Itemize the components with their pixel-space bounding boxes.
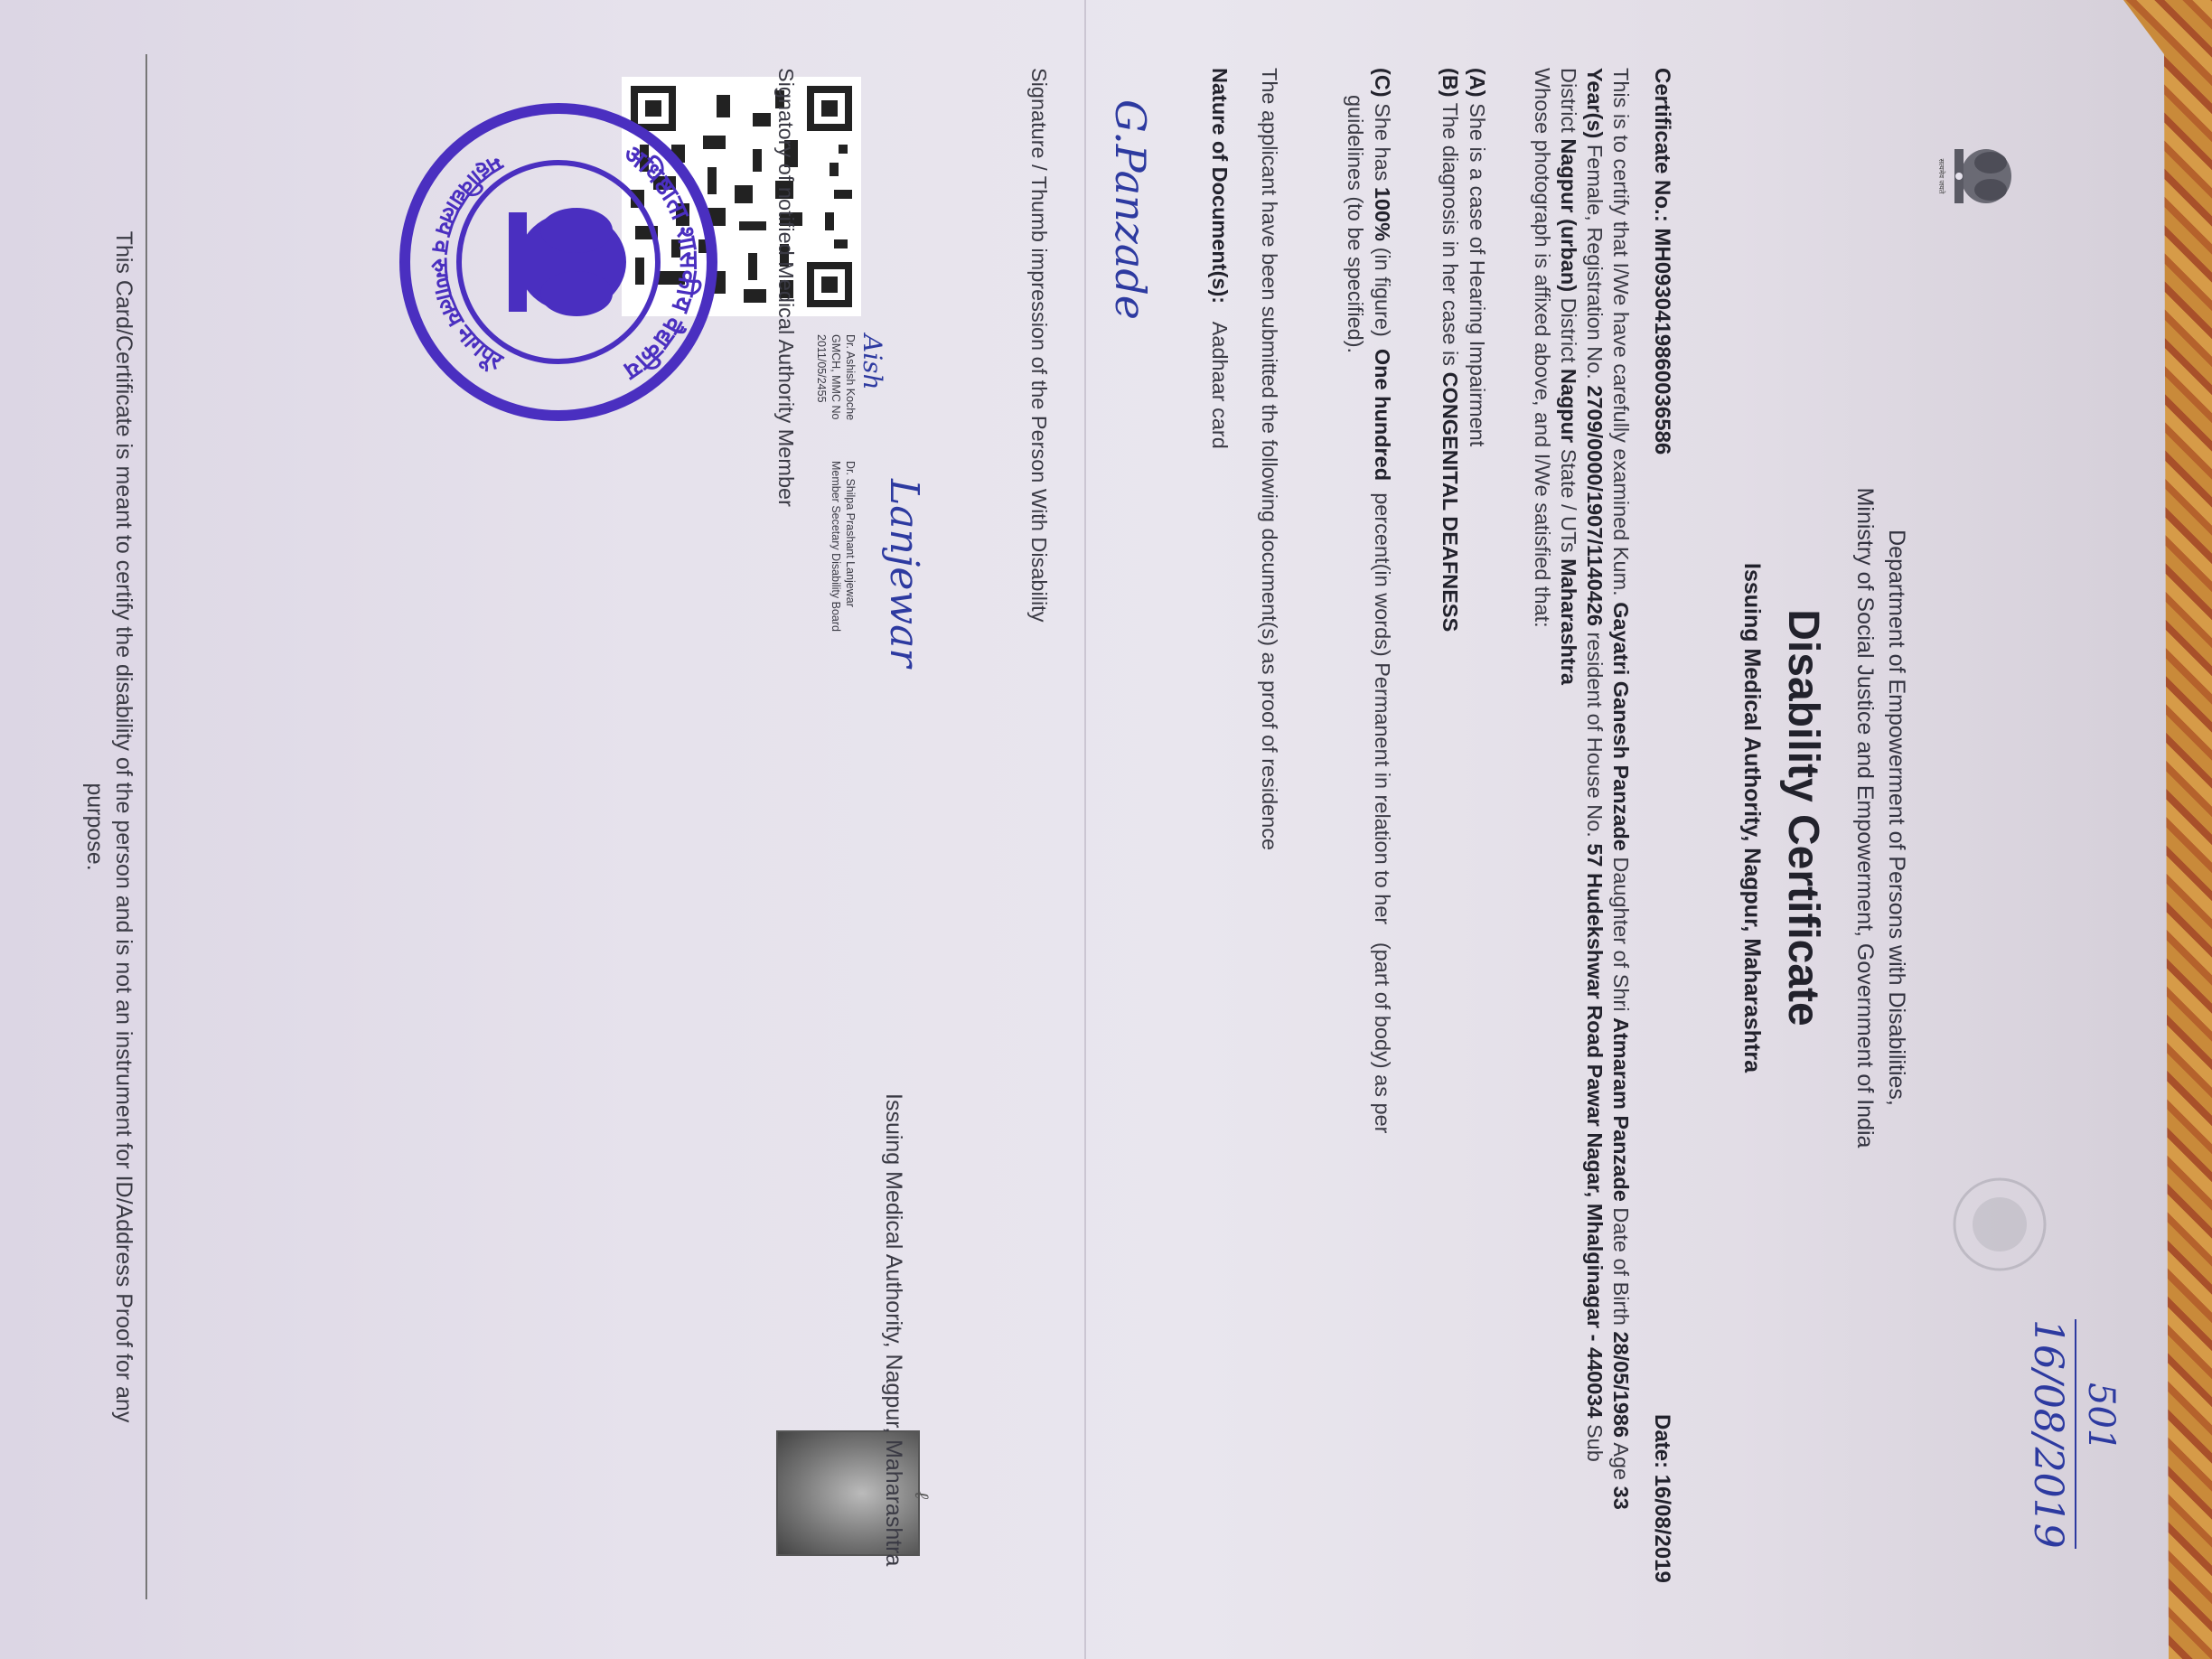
national-emblem-icon bbox=[1932, 127, 2022, 226]
issuing-authority-footer: Issuing Medical Authority, Nagpur, Maharashtra bbox=[881, 1093, 906, 1567]
member1-detail2: 2011/05/2455 bbox=[815, 334, 828, 403]
nature-value: Aadhaar card bbox=[1208, 321, 1232, 449]
department-line-2: Ministry of Social Justice and Empowerment, Government of India bbox=[1852, 487, 1878, 1148]
diagnosis-value: CONGENITAL DEAFNESS bbox=[1439, 371, 1462, 633]
member1-signature: Aish bbox=[858, 334, 887, 390]
member2-detail: Member Secetary Disability Board bbox=[830, 461, 842, 632]
age-label: Age bbox=[1609, 1442, 1633, 1481]
item-c bbox=[1370, 68, 1394, 1133]
certificate-number-row bbox=[1649, 68, 1674, 455]
disability-percent: 100% bbox=[1371, 186, 1394, 242]
item-b bbox=[1438, 68, 1462, 632]
registration-number: 2709/0000/1907/1140426 bbox=[1583, 385, 1607, 626]
certification-paragraph bbox=[1529, 68, 1634, 1514]
item-b-label: (B) bbox=[1439, 68, 1462, 98]
issuing-authority-header: Issuing Medical Authority, Nagpur, Maharashtra bbox=[1739, 563, 1765, 1073]
handwritten-date: 16/08/2019 bbox=[2025, 1319, 2076, 1549]
disability-percent-words: One hundred bbox=[1371, 348, 1394, 482]
item-a-label: (A) bbox=[1466, 68, 1489, 98]
item-c-text3: percent(in words) Permanent in relation to her bbox=[1371, 492, 1394, 925]
item-b-text: The diagnosis in her case is bbox=[1439, 102, 1462, 367]
member2-signature: Lanjewar bbox=[881, 479, 927, 668]
item-c-guidelines: guidelines (to be specified). bbox=[1344, 95, 1367, 354]
emblem-caption: सत्यमेव जयते bbox=[1937, 158, 1945, 194]
district-label: District bbox=[1557, 297, 1580, 363]
handwritten-number: 501 bbox=[2080, 1382, 2122, 1452]
member1-name: Dr. Ashish Koche bbox=[844, 334, 857, 421]
item-c-text1: She has bbox=[1371, 103, 1394, 182]
age-value: 33 Year(s) bbox=[1583, 68, 1633, 1510]
applicant-name: Gayatri Ganesh Panzade bbox=[1609, 602, 1633, 851]
district-value: Nagpur bbox=[1557, 368, 1580, 444]
member2-name: Dr. Shilpa Prashant Lanjewar bbox=[844, 461, 857, 607]
item-a bbox=[1465, 68, 1489, 446]
signatory-label: Signatory of notified Medical Authority Member bbox=[774, 68, 798, 507]
small-initials: ℓ bbox=[910, 1491, 933, 1500]
certificate-no-label: Certificate No.: bbox=[1650, 68, 1674, 222]
disability-type: Hearing Impairment bbox=[1466, 259, 1489, 447]
footer-divider bbox=[145, 54, 147, 1599]
certify-prefix: This is to certify that I/We have carefully examined Kum. bbox=[1609, 68, 1633, 596]
subdistrict-label: Sub District bbox=[1557, 68, 1607, 1462]
nature-of-document-row bbox=[1207, 68, 1232, 449]
nature-label: Nature of Document(s): bbox=[1208, 68, 1232, 305]
member1-detail1: GMCH, MMC No bbox=[830, 334, 842, 420]
applicant-signature: G.Panzade bbox=[1106, 99, 1155, 320]
state-value: Maharashtra bbox=[1557, 558, 1580, 685]
item-a-text: She is a case of bbox=[1466, 103, 1489, 255]
gender-registration-label: Female, Registration No. bbox=[1583, 144, 1607, 380]
date-row bbox=[1649, 1414, 1674, 1583]
stamp-bottom-text: महाविद्यालय व रुग्णालय नागपूर bbox=[426, 149, 508, 375]
footer-line-2: purpose. bbox=[82, 783, 108, 871]
item-c-text2: (in figure) bbox=[1371, 247, 1394, 337]
certificate-no: MH0930419860036586 bbox=[1650, 228, 1674, 455]
dob-value: 28/05/1986 bbox=[1609, 1331, 1633, 1439]
department-line-1: Department of Empowerment of Persons with Disabilities, bbox=[1884, 530, 1909, 1106]
signature-label: Signature / Thumb impression of the Person With Disability bbox=[1027, 68, 1051, 623]
item-c-label: (C) bbox=[1371, 68, 1394, 98]
resident-label: resident of House No. bbox=[1583, 632, 1607, 838]
subdistrict-value: Nagpur (urban) bbox=[1557, 138, 1580, 293]
photo-affixed-line: Whose photograph is affixed above, and I/We satisfied that: bbox=[1531, 68, 1554, 628]
date-label: Date: bbox=[1650, 1414, 1674, 1469]
certificate-title: Disability Certificate bbox=[1779, 609, 1827, 1026]
dob-label: Date of Birth bbox=[1609, 1207, 1633, 1326]
official-seal-stamp bbox=[396, 99, 721, 425]
date-value: 16/08/2019 bbox=[1650, 1474, 1674, 1583]
faded-seal-icon bbox=[1950, 1175, 2049, 1274]
father-name: Atmaram Panzade bbox=[1609, 1017, 1633, 1202]
documents-submitted-line: The applicant have been submitted the following document(s) as proof of residence bbox=[1258, 68, 1281, 851]
item-c-text4: (part of body) as per bbox=[1371, 942, 1394, 1134]
address-value: 57 Hudekshwar Road Pawar Nagar, Mhalginagar - 440034 bbox=[1583, 843, 1607, 1419]
footer-disclaimer bbox=[80, 54, 138, 1599]
daughter-of-label: Daughter of Shri bbox=[1609, 857, 1633, 1012]
stamp-top-text: अधिष्ठाता शासकीय वैद्यकीय bbox=[618, 138, 704, 386]
state-label: State / UTs bbox=[1557, 448, 1580, 553]
footer-line-1: This Card/Certificate is meant to certify the disability of the person and is not an instrument for ID/Address Proof for any bbox=[111, 230, 136, 1423]
